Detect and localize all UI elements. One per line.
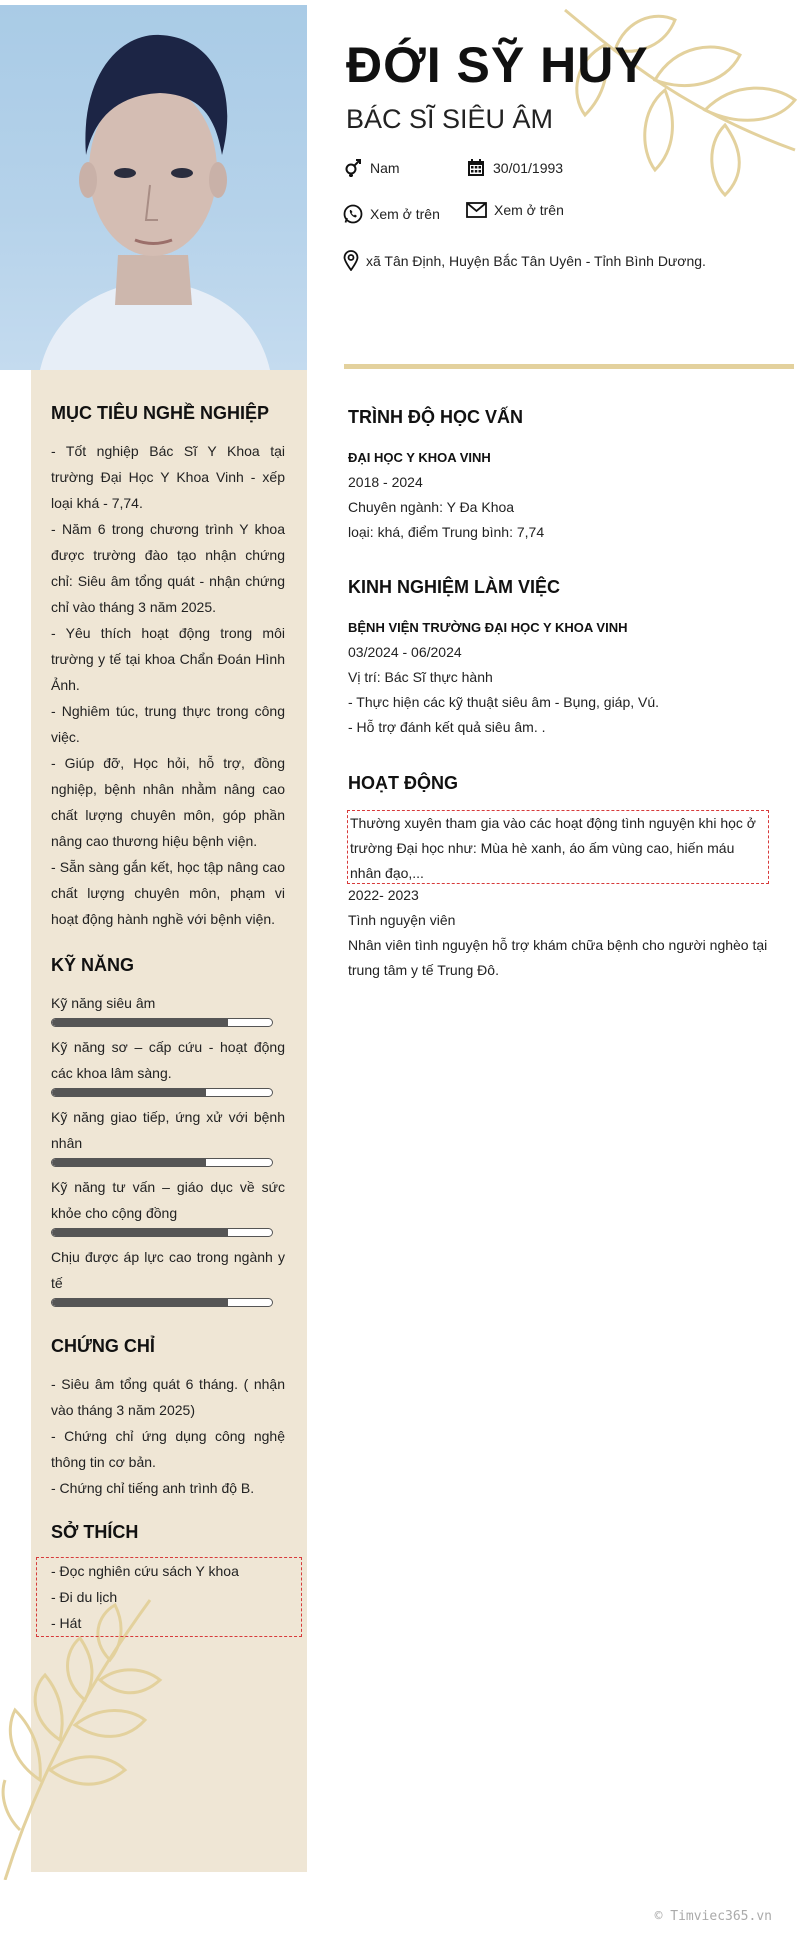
education-major: Chuyên ngành: Y Đa Khoa xyxy=(348,499,515,515)
objective-text xyxy=(51,438,285,932)
certificate-line: - Chứng chỉ ứng dụng công nghệ thông tin cơ bản. xyxy=(51,1428,285,1470)
location-icon xyxy=(343,250,359,271)
skill-bar-fill xyxy=(52,1159,206,1166)
candidate-name: ĐỚI SỸ HUY xyxy=(346,37,649,93)
objective-line: - Năm 6 trong chương trình Y khoa được trường đào tạo nhận chứng chỉ: Siêu âm tổng quát - nhận chứng chỉ vào tháng 3 năm 2025. xyxy=(51,521,285,615)
certificate-line: - Chứng chỉ tiếng anh trình độ B. xyxy=(51,1480,255,1496)
skill-bar-fill xyxy=(52,1229,228,1236)
skills-section xyxy=(51,955,285,1314)
portrait-illustration xyxy=(0,5,307,370)
phone-icon xyxy=(343,204,363,224)
skill-item xyxy=(51,1104,285,1167)
hobby-line: - Đọc nghiên cứu sách Y khoa xyxy=(51,1563,239,1579)
activities-heading: HOẠT ĐỘNG xyxy=(348,773,458,793)
activities-details xyxy=(348,883,768,983)
objective-line: - Giúp đỡ, Học hỏi, hỗ trợ, đồng nghiệp, bệnh nhân nhằm nâng cao chất lượng chuyên môn, góp phần nâng cao thương hiệu bệnh viện. xyxy=(51,755,285,849)
email-info xyxy=(466,202,564,218)
birthdate-text: 30/01/1993 xyxy=(493,160,564,176)
objective-line: - Sẵn sàng gắn kết, học tập nâng cao chất lượng chuyên môn, phạm vi hoạt động hành nghề với bệnh viện. xyxy=(51,859,285,927)
watermark: © Timviec365.vn xyxy=(654,1909,772,1924)
address-info xyxy=(343,250,706,271)
skill-item xyxy=(51,1174,285,1237)
objective-line: - Tốt nghiệp Bác Sĩ Y Khoa tại trường Đại Học Y Khoa Vinh - xếp loại khá - 7,74. xyxy=(51,443,285,511)
education-school: ĐẠI HỌC Y KHOA VINH xyxy=(348,450,491,465)
skill-bar-fill xyxy=(52,1019,228,1026)
education-period: 2018 - 2024 xyxy=(348,474,423,490)
birthdate-info xyxy=(466,158,563,178)
skill-label: Chịu được áp lực cao trong ngành y tế xyxy=(51,1249,285,1291)
skill-bar xyxy=(51,1228,273,1237)
skill-bar xyxy=(51,1088,273,1097)
hobbies-section xyxy=(51,1522,285,1557)
email-text: Xem ở trên xyxy=(494,202,564,218)
skill-bar xyxy=(51,1018,273,1027)
education-section xyxy=(348,407,768,545)
gender-text: Nam xyxy=(370,160,400,176)
activities-detail-text: Nhân viên tình nguyện hỗ trợ khám chữa bệnh cho người nghèo tại trung tâm y tế Trung Đô. xyxy=(348,937,768,978)
skill-label: Kỹ năng giao tiếp, ứng xử với bệnh nhân xyxy=(51,1109,285,1151)
experience-task: - Hỗ trợ đánh kết quả siêu âm. . xyxy=(348,719,546,735)
phone-text: Xem ở trên xyxy=(370,206,440,222)
skill-label: Kỹ năng sơ – cấp cứu - hoạt động các khoa lâm sàng. xyxy=(51,1039,285,1081)
activities-description: Thường xuyên tham gia vào các hoạt động tình nguyện khi học ở trường Đại học như: Mùa hè xanh, áo ấm vùng cao, hiến máu nhân đạo,... xyxy=(350,815,756,881)
education-heading: TRÌNH ĐỘ HỌC VẤN xyxy=(348,407,523,427)
phone-info xyxy=(343,204,440,224)
hobbies-box xyxy=(36,1557,302,1637)
calendar-icon xyxy=(466,158,486,178)
gender-icon xyxy=(343,158,363,178)
job-title: BÁC SĨ SIÊU ÂM xyxy=(346,104,554,134)
gender-info xyxy=(343,158,400,178)
experience-task: - Thực hiện các kỹ thuật siêu âm - Bụng, giáp, Vú. xyxy=(348,694,660,710)
objective-section xyxy=(51,403,285,932)
email-icon xyxy=(466,202,487,218)
education-grade: loại: khá, điểm Trung bình: 7,74 xyxy=(348,524,545,540)
profile-photo xyxy=(0,5,307,370)
certificates-heading: CHỨNG CHỈ xyxy=(51,1336,155,1356)
activities-role: Tình nguyện viên xyxy=(348,912,456,928)
skills-heading: KỸ NĂNG xyxy=(51,955,135,975)
experience-period: 03/2024 - 06/2024 xyxy=(348,644,462,660)
experience-heading: KINH NGHIỆM LÀM VIỆC xyxy=(348,577,561,597)
certificate-line: - Siêu âm tổng quát 6 tháng. ( nhận vào tháng 3 năm 2025) xyxy=(51,1376,285,1418)
experience-position: Vị trí: Bác Sĩ thực hành xyxy=(348,669,493,685)
experience-company: BỆNH VIỆN TRƯỜNG ĐẠI HỌC Y KHOA VINH xyxy=(348,620,628,635)
skill-item xyxy=(51,990,285,1027)
header-divider xyxy=(344,364,794,369)
hobbies-text xyxy=(51,1558,291,1636)
certificates-section xyxy=(51,1336,285,1501)
objective-line: - Yêu thích hoạt động trong môi trường y tế tại khoa Chẩn Đoán Hình Ảnh. xyxy=(51,625,285,693)
leaf-decoration-icon xyxy=(545,0,800,200)
skill-bar-fill xyxy=(52,1089,206,1096)
skill-bar xyxy=(51,1158,273,1167)
skill-bar-fill xyxy=(52,1299,228,1306)
hobby-line: - Đi du lịch xyxy=(51,1589,118,1605)
experience-section xyxy=(348,577,768,740)
objective-line: - Nghiêm túc, trung thực trong công việc. xyxy=(51,703,285,745)
hobby-line: - Hát xyxy=(51,1615,82,1631)
address-text: xã Tân Định, Huyện Bắc Tân Uyên - Tỉnh Bình Dương. xyxy=(366,252,706,269)
hobbies-heading: SỞ THÍCH xyxy=(51,1522,139,1542)
skill-label: Kỹ năng tư vấn – giáo dục về sức khỏe cho cộng đồng xyxy=(51,1179,285,1221)
skill-item xyxy=(51,1244,285,1307)
objective-heading: MỤC TIÊU NGHỀ NGHIỆP xyxy=(51,403,270,423)
certificates-text xyxy=(51,1371,285,1501)
activities-section xyxy=(348,773,768,808)
skill-label: Kỹ năng siêu âm xyxy=(51,995,156,1011)
activities-box xyxy=(347,810,769,884)
activities-period: 2022- 2023 xyxy=(348,887,419,903)
skill-bar xyxy=(51,1298,273,1307)
skill-item xyxy=(51,1034,285,1097)
